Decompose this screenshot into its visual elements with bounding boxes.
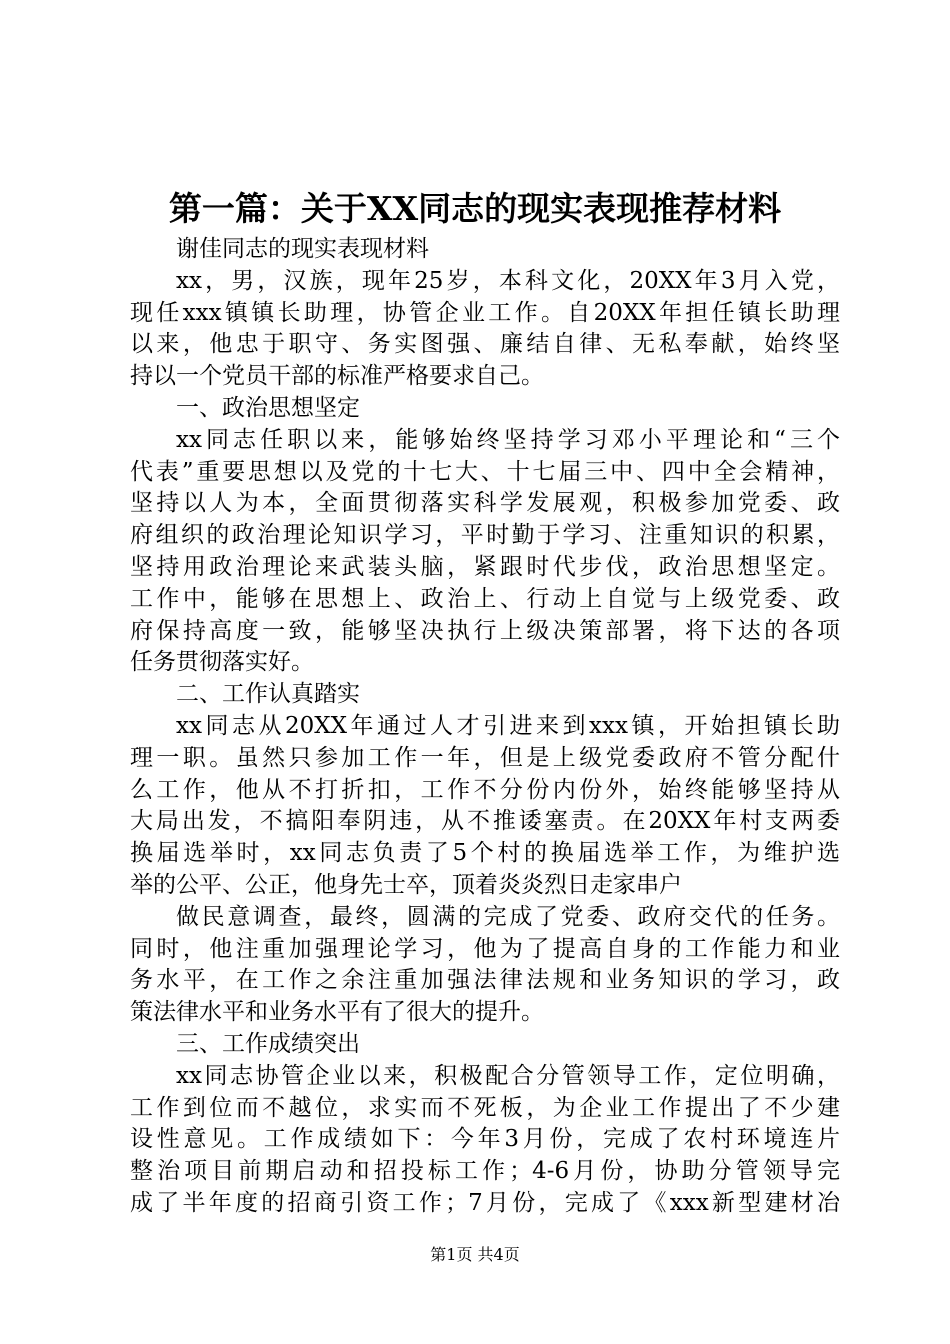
body-text-line: 换届选举时，xx同志负责了5个村的换届选举工作，为维护选 xyxy=(130,840,840,867)
body-text-line: 持以一个党员干部的标准严格要求自己。 xyxy=(130,363,544,390)
body-text-line: 理一职。虽然只参加工作一年，但是上级党委政府不管分配什 xyxy=(130,744,840,771)
body-text-line: 以来，他忠于职守、务实图强、廉结自律、无私奉献，始终坚 xyxy=(130,331,840,358)
body-text-line: 府保持高度一致，能够坚决执行上级决策部署，将下达的各项 xyxy=(130,617,840,644)
body-text-line: 设性意见。工作成绩如下：今年3月份，完成了农村环境连片 xyxy=(130,1126,840,1153)
body-text-line: 成了半年度的招商引资工作；7月份，完成了《xxx新型建材冶 xyxy=(130,1189,840,1216)
body-text-line: 一、政治思想坚定 xyxy=(176,394,360,421)
document-body xyxy=(130,234,840,1220)
body-text-line: 坚持用政治理论来武装头脑，紧跟时代步伐，政治思想坚定。 xyxy=(130,553,840,580)
body-text-line: 务水平，在工作之余注重加强法律法规和业务知识的学习，政 xyxy=(130,967,840,994)
body-text-line: 二、工作认真踏实 xyxy=(176,681,360,708)
body-text-line: 工作中，能够在思想上、政治上、行动上自觉与上级党委、政 xyxy=(130,585,840,612)
body-text-line: 三、工作成绩突出 xyxy=(176,1030,360,1057)
page-number: 第1页 共4页 xyxy=(430,1245,520,1264)
body-text-line: xx同志任职以来，能够始终坚持学习邓小平理论和“三个 xyxy=(176,426,840,453)
body-text-line: 工作到位而不越位，求实而不死板，为企业工作提出了不少建 xyxy=(130,1094,840,1121)
body-text-line: 现任xxx镇镇长助理，协管企业工作。自20XX年担任镇长助理 xyxy=(130,299,840,326)
document-title: 第一篇：关于XX同志的现实表现推荐材料 xyxy=(168,189,782,228)
body-text-line: 举的公平、公正，他身先士卒，顶着炎炎烈日走家串户 xyxy=(130,871,682,898)
body-text-line: 坚持以人为本，全面贯彻落实科学发展观，积极参加党委、政 xyxy=(130,490,840,517)
body-text-line: 代表”重要思想以及党的十七大、十七届三中、四中全会精神， xyxy=(130,458,840,485)
body-text-line: 同时，他注重加强理论学习，他为了提高自身的工作能力和业 xyxy=(130,935,840,962)
body-text-line: 策法律水平和业务水平有了很大的提升。 xyxy=(130,999,544,1026)
body-text-line: xx，男，汉族，现年25岁，本科文化，20XX年3月入党， xyxy=(176,267,840,294)
body-text-line: 府组织的政治理论知识学习，平时勤于学习、注重知识的积累， xyxy=(130,522,840,549)
body-text-line: 整治项目前期启动和招投标工作；4-6月份，协助分管领导完 xyxy=(130,1158,840,1185)
body-text-line: xx同志协管企业以来，积极配合分管领导工作，定位明确， xyxy=(176,1062,840,1089)
body-text-line: 谢佳同志的现实表现材料 xyxy=(176,236,429,262)
body-text-line: 大局出发，不搞阳奉阴违，从不推诿塞责。在20XX年村支两委 xyxy=(130,808,840,835)
body-text-line: xx同志从20XX年通过人才引进来到xxx镇，开始担镇长助 xyxy=(176,712,840,739)
body-text-line: 任务贯彻落实好。 xyxy=(130,649,314,676)
body-text-line: 做民意调查，最终，圆满的完成了党委、政府交代的任务。 xyxy=(176,903,840,930)
body-text-line: 么工作，他从不打折扣，工作不分份内份外，始终能够坚持从 xyxy=(130,776,840,803)
